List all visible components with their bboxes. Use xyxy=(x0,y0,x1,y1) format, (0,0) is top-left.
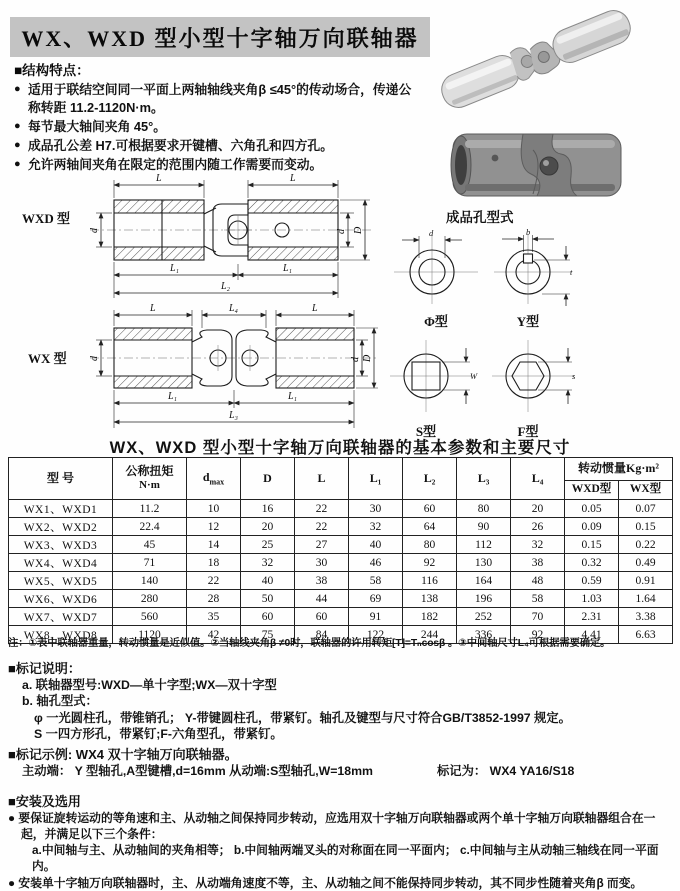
table-cell: 64 xyxy=(403,518,457,536)
table-cell: 1120 xyxy=(113,626,187,644)
table-cell: 244 xyxy=(403,626,457,644)
table-cell: 22 xyxy=(295,518,349,536)
table-cell: 0.22 xyxy=(619,536,673,554)
table-cell: 80 xyxy=(403,536,457,554)
marking-example-row xyxy=(8,763,674,779)
feature-item xyxy=(14,118,416,136)
table-cell: 30 xyxy=(349,500,403,518)
table-cell: 46 xyxy=(349,554,403,572)
table-cell: 0.15 xyxy=(619,518,673,536)
table-cell: 140 xyxy=(113,572,187,590)
feature-item xyxy=(14,81,416,117)
table-cell: 27 xyxy=(295,536,349,554)
table-row xyxy=(9,554,673,572)
table-cell: 182 xyxy=(403,608,457,626)
wx-drawing xyxy=(86,300,382,434)
wxd-dim-L2: L₂ xyxy=(221,281,231,292)
wxd-dim-d-left: d xyxy=(89,228,100,233)
hole-y-label: Y型 xyxy=(516,314,540,329)
wx-dim-L-right: L xyxy=(312,303,318,314)
table-cell: 70 xyxy=(511,608,565,626)
table-cell: 116 xyxy=(403,572,457,590)
table-cell: 90 xyxy=(457,518,511,536)
table-cell: 0.32 xyxy=(565,554,619,572)
table-cell: 50 xyxy=(241,590,295,608)
table-cell: 0.15 xyxy=(565,536,619,554)
table-cell: 40 xyxy=(241,572,295,590)
table-cell: 25 xyxy=(241,536,295,554)
hole-s-label: S型 xyxy=(415,424,437,439)
table-cell: 11.2 xyxy=(113,500,187,518)
table-cell: 26 xyxy=(511,518,565,536)
table-cell: 32 xyxy=(349,518,403,536)
table-cell: 60 xyxy=(403,500,457,518)
features-heading: ■结构特点： xyxy=(14,63,90,78)
parameters-table-wrap xyxy=(8,457,672,644)
hole-phi-diagram xyxy=(384,226,488,306)
wx-dim-d-right: d xyxy=(350,357,361,362)
bullet-icon: ● xyxy=(14,158,21,171)
wx-dim-L4: L₄ xyxy=(229,303,239,314)
table-cell: 58 xyxy=(511,590,565,608)
wx-dim-L3: L₃ xyxy=(229,410,239,421)
torque-label: 公称扭矩 xyxy=(125,464,174,479)
table-cell: 32 xyxy=(241,554,295,572)
table-cell: 122 xyxy=(349,626,403,644)
marking-heading: ■标记说明： xyxy=(8,660,81,676)
marking-line-phi: φ 一光圆柱孔，带锥销孔； Y-带键圆柱孔，带紧钉。轴孔及键型与尺寸符合GB/T3852-1997 规定。 xyxy=(34,710,571,725)
hole-s-diagram xyxy=(384,336,488,416)
table-cell: 58 xyxy=(349,572,403,590)
torque-unit: N·m xyxy=(139,479,160,492)
col-header-L: L xyxy=(295,458,349,500)
marking-line-s: S 一四方形孔，带紧钉;F-六角型孔，带紧钉。 xyxy=(34,726,283,741)
hole-type-phi xyxy=(384,226,488,330)
col-header-inertia-wxd: WXD型 xyxy=(565,481,619,500)
table-row xyxy=(9,572,673,590)
wx-dim-L1-left: L₁ xyxy=(168,391,178,402)
wxd-drawing-label: WXD 型 xyxy=(22,211,71,226)
hole-phi-label: Φ型 xyxy=(424,314,448,329)
wxd-dim-L-right: L xyxy=(290,173,296,184)
table-cell: 0.91 xyxy=(619,572,673,590)
table-cell: 18 xyxy=(187,554,241,572)
table-cell: 30 xyxy=(295,554,349,572)
hole-s-dim: W xyxy=(470,371,478,381)
wxd-drawing xyxy=(86,168,376,304)
table-cell: 560 xyxy=(113,608,187,626)
table-cell: 138 xyxy=(403,590,457,608)
feature-text: 每节最大轴间夹角 45°。 xyxy=(28,118,167,134)
table-cell: 280 xyxy=(113,590,187,608)
feature-text: 允许两轴间夹角在限定的范围内随工作需要而变动。 xyxy=(28,157,323,173)
table-cell: 6.63 xyxy=(619,626,673,644)
install-bullet-1-sub: a.中间轴与主、从动轴间的夹角相等； b.中间轴两端叉头的对称面在同一平面内； c.中间轴与主从动轴三轴线在同一平面内。 xyxy=(32,843,659,874)
wxd-dim-L1-left: L₁ xyxy=(170,263,180,274)
table-cell: 3.38 xyxy=(619,608,673,626)
table-cell: 45 xyxy=(113,536,187,554)
wxd-dim-L-left: L xyxy=(156,173,162,184)
table-cell: 0.07 xyxy=(619,500,673,518)
table-cell: 10 xyxy=(187,500,241,518)
table-cell: 0.59 xyxy=(565,572,619,590)
table-cell: 1.64 xyxy=(619,590,673,608)
col-header-inertia-wx: WX型 xyxy=(619,481,673,500)
table-cell: 112 xyxy=(457,536,511,554)
col-header-dmax: $d_{max}$ xyxy=(187,458,241,500)
bottom-sections xyxy=(8,638,674,891)
table-cell: 16 xyxy=(241,500,295,518)
table-cell: 84 xyxy=(295,626,349,644)
col-header-L3: L₃ xyxy=(457,458,511,500)
hole-phi-dim: d xyxy=(429,228,434,238)
product-photo-single-joint xyxy=(445,122,635,208)
col-header-torque xyxy=(113,458,187,500)
hole-f-label: F型 xyxy=(517,424,539,439)
feature-text: 适用于联结空间同一平面上两轴轴线夹角β ≤45°的传动场合，传递公称转距 11.2-1120N·m。 xyxy=(28,81,412,115)
table-cell: 32 xyxy=(511,536,565,554)
title-banner xyxy=(10,17,430,57)
table-cell: 60 xyxy=(241,608,295,626)
table-cell: 0.09 xyxy=(565,518,619,536)
wxd-dim-L1-right: L₁ xyxy=(283,263,293,274)
product-photo-double-joint xyxy=(430,0,642,118)
table-row xyxy=(9,608,673,626)
table-cell: WX7、WXD7 xyxy=(9,608,113,626)
page-title: WX、WXD 型小型十字轴万向联轴器 xyxy=(21,25,419,51)
table-cell: 164 xyxy=(457,572,511,590)
features-list xyxy=(14,81,416,175)
table-cell: 22 xyxy=(295,500,349,518)
table-cell: 20 xyxy=(511,500,565,518)
install-bullet-2: ● 安装单十字轴万向联轴器时，主、从动端角速度不等，主、从动轴之间不能保持同步转动，其不同步性随着夹角β 而变。 xyxy=(8,875,643,890)
hole-f-diagram xyxy=(486,336,596,416)
table-cell: 4.41 xyxy=(565,626,619,644)
hole-types-title: 成品孔型式 xyxy=(446,210,514,225)
hole-type-f xyxy=(486,336,596,440)
col-header-L4: L₄ xyxy=(511,458,565,500)
table-cell: 12 xyxy=(187,518,241,536)
wxd-dim-D: D xyxy=(353,226,364,234)
marking-example-mark: 标记为： WX4 YA16/S18 xyxy=(436,764,575,779)
table-cell: 38 xyxy=(295,572,349,590)
install-bullet-1: ● 要保证旋转运动的等角速和主、从动轴之间保持同步转动，应选用双十字轴万向联轴器或两个单十字轴万向联轴器组合在一起，并满足以下三个条件： xyxy=(8,810,656,841)
col-header-D: D xyxy=(241,458,295,500)
hole-y-diagram xyxy=(486,226,596,306)
table-cell: 252 xyxy=(457,608,511,626)
marking-line-a: a. 联轴器型号:WXD—单十字型;WX—双十字型 xyxy=(22,677,277,692)
table-cell: 0.49 xyxy=(619,554,673,572)
table-cell: 336 xyxy=(457,626,511,644)
col-header-inertia: 转动惯量Kg·m² xyxy=(565,458,673,481)
wx-drawing-label: WX 型 xyxy=(28,351,67,366)
table-cell: 60 xyxy=(295,608,349,626)
parameters-table xyxy=(8,457,673,644)
table-cell: 91 xyxy=(349,608,403,626)
table-row xyxy=(9,500,673,518)
table-cell: 71 xyxy=(113,554,187,572)
table-note: 注：①表中联轴器重量，转动惯量是近似值。②当轴线夹角β ≠0时，联轴器的许用转矩[T]=Tₙcosβ 。③中间轴尺寸L₄可根据需要确定。 xyxy=(8,638,611,649)
table-cell: WX3、WXD3 xyxy=(9,536,113,554)
table-row xyxy=(9,518,673,536)
hole-y-dim-b: b xyxy=(526,227,531,237)
wx-dim-L-left: L xyxy=(150,303,156,314)
marking-example-line: 主动端： Y 型轴孔,A型键槽,d=16mm 从动端:S型轴孔,W=18mm xyxy=(22,764,373,779)
hole-type-y xyxy=(486,226,596,330)
table-cell: 22 xyxy=(187,572,241,590)
table-cell: 92 xyxy=(403,554,457,572)
col-header-L2: L₂ xyxy=(403,458,457,500)
table-cell: WX4、WXD4 xyxy=(9,554,113,572)
bullet-icon: ● xyxy=(14,139,21,152)
hole-y-dim-t: t xyxy=(570,267,573,277)
feature-item xyxy=(14,137,416,155)
table-cell: 48 xyxy=(511,572,565,590)
table-cell: 69 xyxy=(349,590,403,608)
table-cell: 22.4 xyxy=(113,518,187,536)
table-title: WX、WXD 型小型十字轴万向联轴器的基本参数和主要尺寸 xyxy=(109,439,571,457)
table-cell: 80 xyxy=(457,500,511,518)
table-cell: 35 xyxy=(187,608,241,626)
feature-text: 成品孔公差 H7.可根据要求开键槽、六角孔和四方孔。 xyxy=(28,138,334,154)
table-cell: 40 xyxy=(349,536,403,554)
table-cell: 20 xyxy=(241,518,295,536)
col-header-model: 型 号 xyxy=(9,458,113,500)
table-row xyxy=(9,536,673,554)
table-cell: 2.31 xyxy=(565,608,619,626)
hole-type-s xyxy=(384,336,488,440)
table-row xyxy=(9,590,673,608)
hole-f-dim: s xyxy=(572,371,576,381)
table-body xyxy=(9,500,673,644)
bullet-icon: ● xyxy=(14,82,21,95)
table-cell: WX2、WXD2 xyxy=(9,518,113,536)
table-cell: 44 xyxy=(295,590,349,608)
table-cell: 38 xyxy=(511,554,565,572)
table-cell: WX8、WXD8 xyxy=(9,626,113,644)
table-cell: WX1、WXD1 xyxy=(9,500,113,518)
table-cell: 196 xyxy=(457,590,511,608)
table-cell: WX5、WXD5 xyxy=(9,572,113,590)
table-cell: 0.05 xyxy=(565,500,619,518)
table-cell: 75 xyxy=(241,626,295,644)
table-header xyxy=(9,458,673,500)
wx-dim-d-left: d xyxy=(89,356,100,361)
table-cell: 1.03 xyxy=(565,590,619,608)
wx-dim-L1-right: L₁ xyxy=(288,391,298,402)
wx-dim-D: D xyxy=(362,354,373,362)
features-section xyxy=(14,62,416,174)
col-header-L1: L₁ xyxy=(349,458,403,500)
wxd-dim-d-right: d xyxy=(336,229,347,234)
marking-line-b: b. 轴孔型式： xyxy=(22,694,98,709)
marking-example-heading: ■标记示例: WX4 双十字轴万向联轴器。 xyxy=(8,747,238,763)
install-heading: ■安装及选用 xyxy=(8,793,81,809)
table-cell: WX6、WXD6 xyxy=(9,590,113,608)
table-cell: 92 xyxy=(511,626,565,644)
table-cell: 14 xyxy=(187,536,241,554)
table-cell: 130 xyxy=(457,554,511,572)
table-cell: 42 xyxy=(187,626,241,644)
table-cell: 28 xyxy=(187,590,241,608)
bullet-icon: ● xyxy=(14,119,21,132)
